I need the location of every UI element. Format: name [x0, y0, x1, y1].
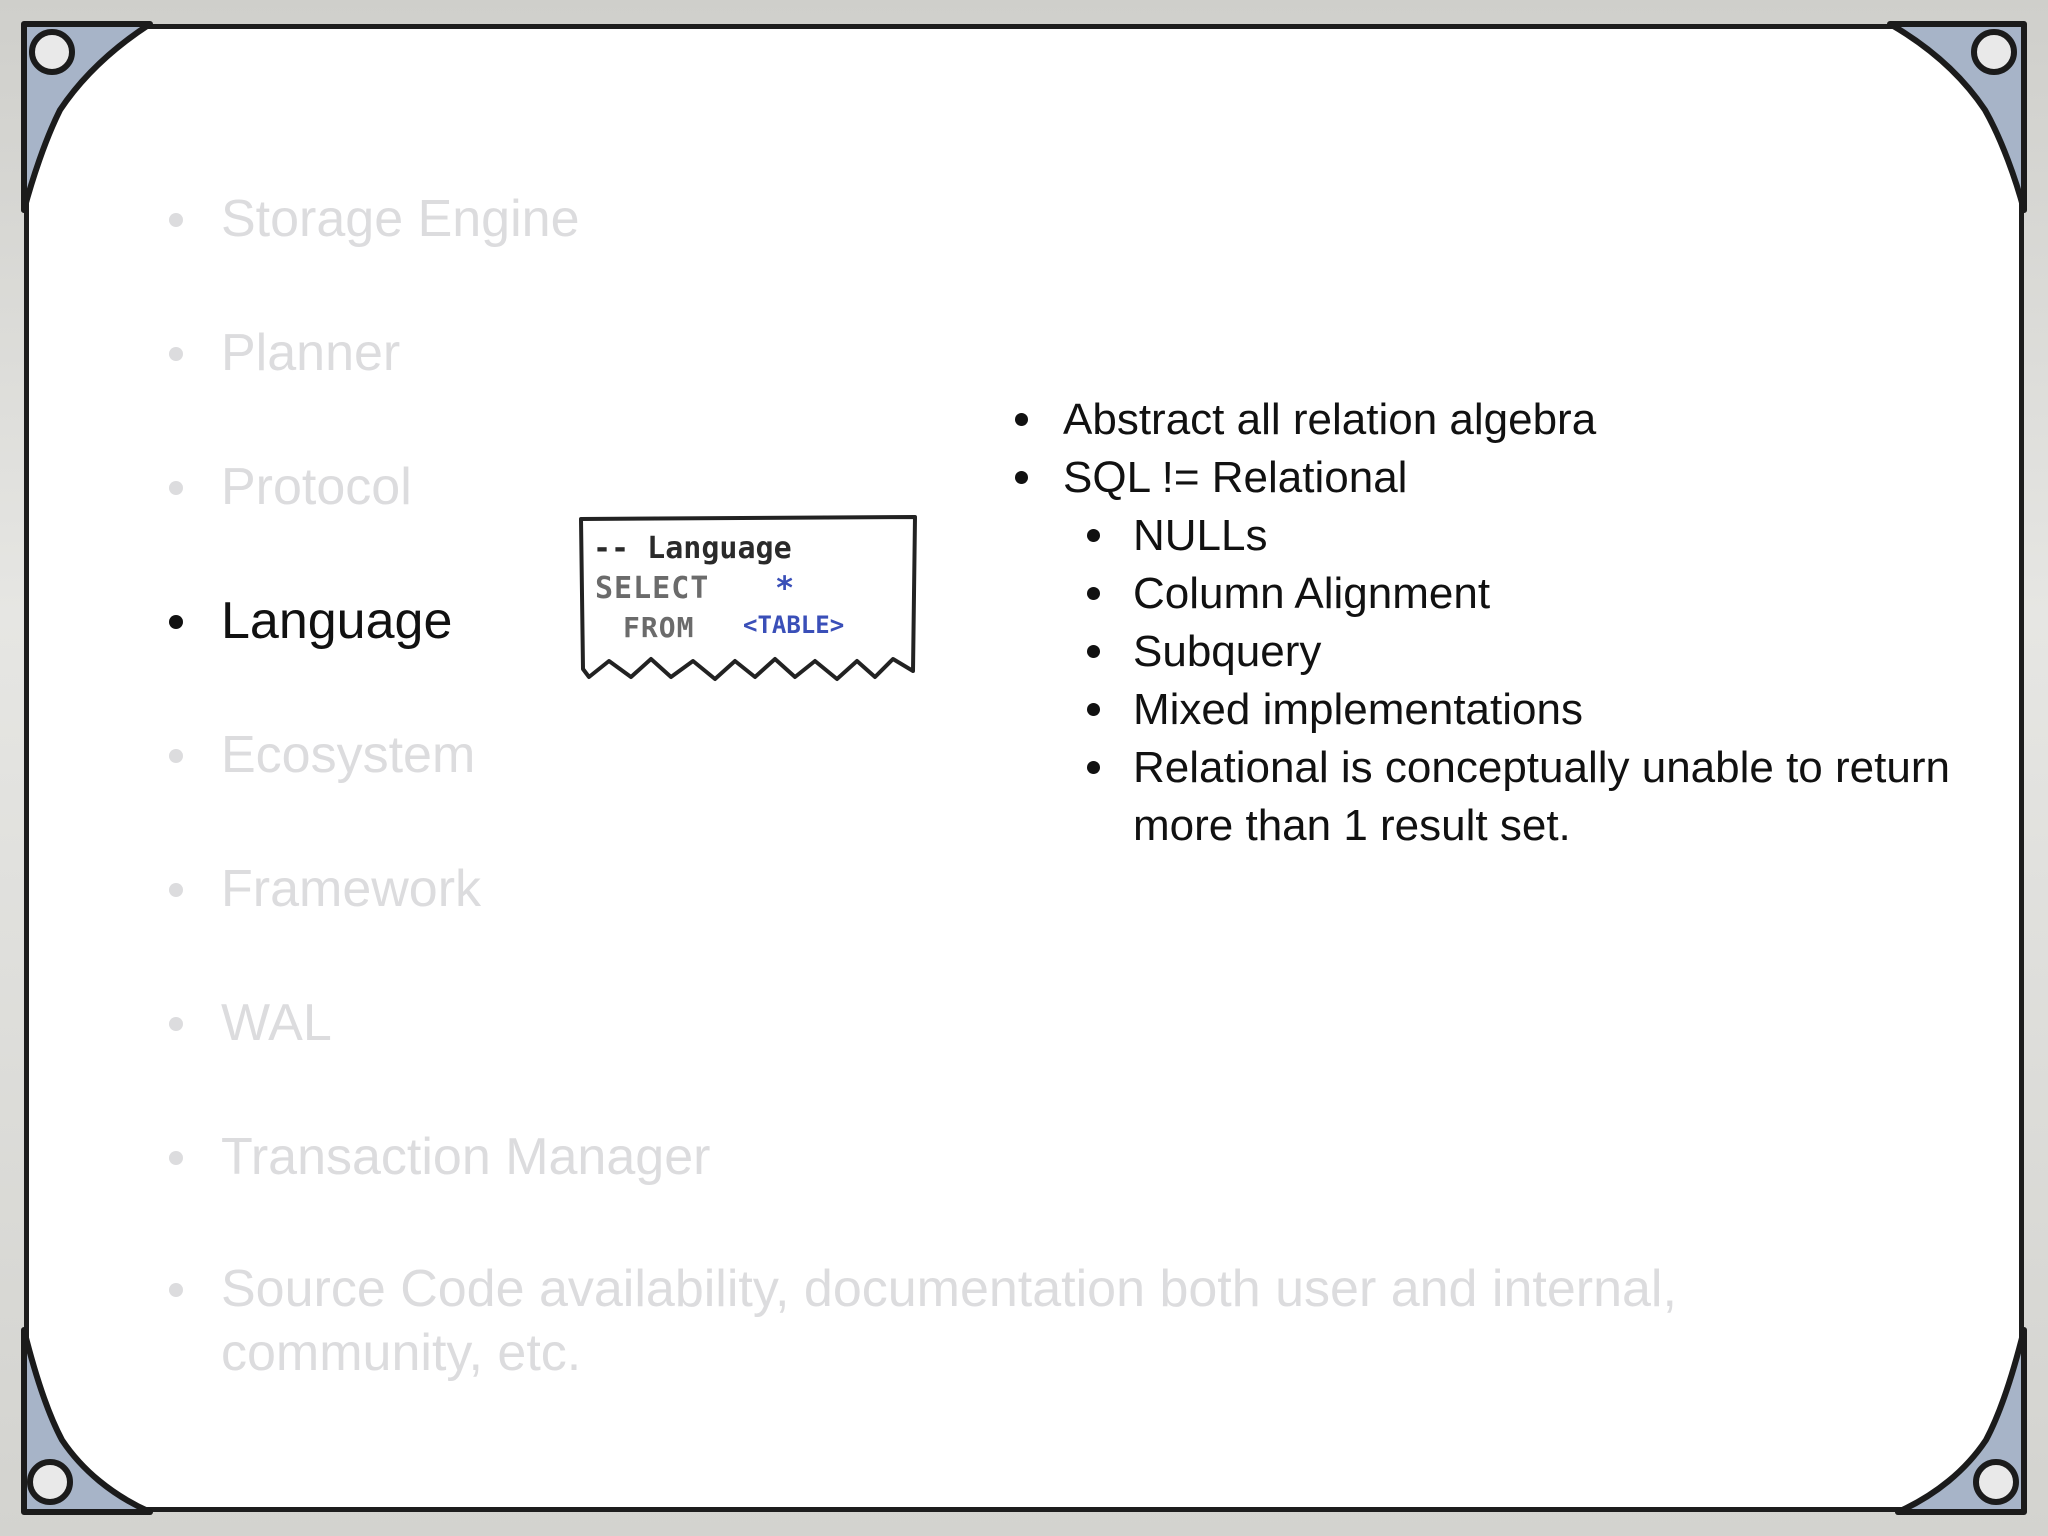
detail-label: NULLs — [1133, 511, 1268, 560]
sketch-select-text: SELECT — [595, 571, 710, 606]
bullet-dot — [1087, 761, 1100, 774]
bullet-dot — [169, 1017, 183, 1031]
sketch-star-text: * — [775, 569, 795, 607]
bullet-dot — [169, 749, 183, 763]
topic-label: Planner — [221, 324, 401, 382]
topic-label: Protocol — [221, 458, 412, 516]
sketch-from-text: FROM — [623, 611, 695, 644]
topic-label: Framework — [221, 860, 482, 918]
topic-label: Language — [221, 592, 453, 650]
detail-label: SQL != Relational — [1063, 453, 1408, 502]
topic-label: WAL — [221, 994, 332, 1052]
detail-label: Column Alignment — [1133, 569, 1491, 618]
detail-label: Mixed implementations — [1133, 685, 1583, 734]
bullet-dot — [169, 615, 183, 629]
sketch-comment-text: -- Language — [593, 531, 792, 566]
bullet-dot — [169, 1283, 183, 1297]
bullet-dot — [1087, 529, 1100, 542]
bullet-dot — [169, 1151, 183, 1165]
slide-canvas — [24, 24, 2024, 1512]
topic-label: Ecosystem — [221, 726, 476, 784]
topic-label: Storage Engine — [221, 190, 580, 248]
detail-label: Relational is conceptually unable to return more than 1 result set. — [1133, 743, 1950, 850]
bullet-dot — [1015, 471, 1028, 484]
bullet-dot — [1015, 413, 1028, 426]
bullet-dot — [1087, 703, 1100, 716]
detail-label: Subquery — [1133, 627, 1322, 676]
bullet-dot — [169, 883, 183, 897]
bullet-dot — [1087, 645, 1100, 658]
topic-label: Source Code availability, documentation both user and internal, community, etc. — [221, 1260, 1677, 1382]
bullet-dot — [169, 213, 183, 227]
detail-label: Abstract all relation algebra — [1063, 395, 1597, 444]
sql-sketch-card — [575, 509, 921, 709]
sketch-table-text: <TABLE> — [743, 611, 845, 639]
bullet-dot — [1087, 587, 1100, 600]
bullet-dot — [169, 481, 183, 495]
topic-label: Transaction Manager — [221, 1128, 711, 1186]
bullet-dot — [169, 347, 183, 361]
